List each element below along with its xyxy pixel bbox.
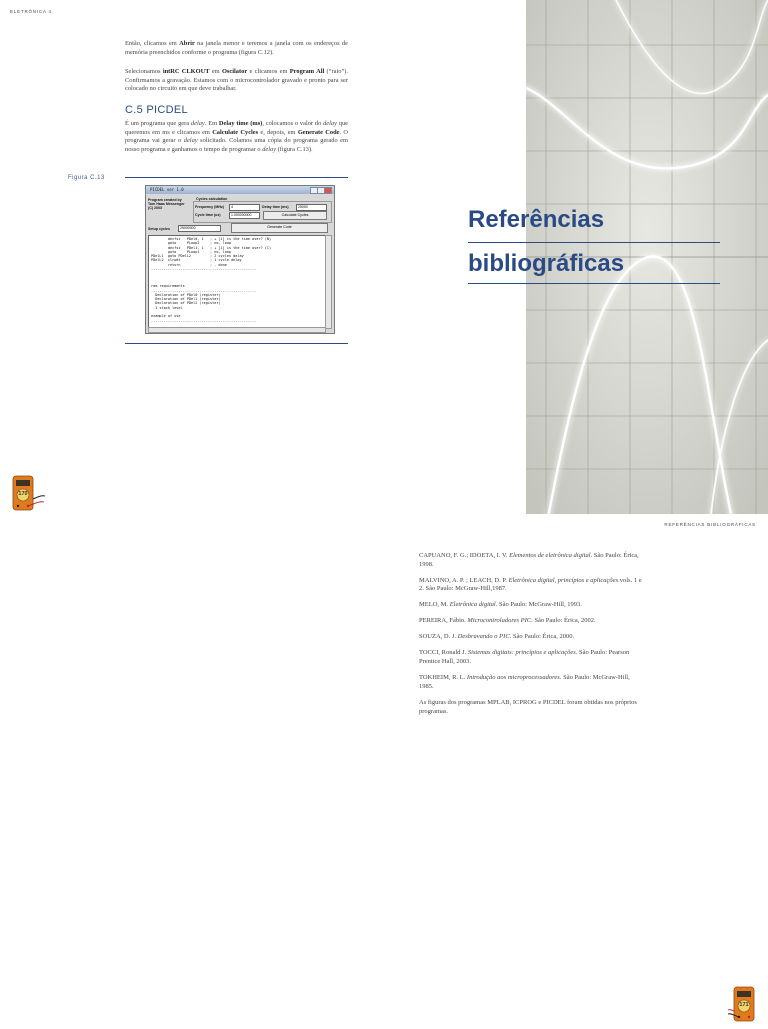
code-vertical-scrollbar[interactable] [325,235,332,329]
picdel-window [145,185,335,334]
setup-cycles-input[interactable]: 25000000 [178,225,221,232]
page-number-right: 171 [739,1002,749,1008]
generated-code-text: decfsz PDel0, 1 ; + [1] is the time over? (N) goto PLoop2 ; no, loop decfsz PDel1, 1 ; + [1] is the time over? (C) goto PLoop1 ; no, loop PDelL1 goto PDelL2 ; 2 cycles delay PDelL2 clrwdt ; 1 cycle delay return ; - done -------------------------------------------------- ram requirements -------------------------------------------------- Declaration of PDel0 (register) Declaration of PDel1 (register) Declaration of PDel2 (register) 1 stack level example of use -------------------------------------------------- [151,237,272,323]
setup-cycles-label: Setup cycles [148,227,170,231]
cycle-time-input[interactable]: 1.000000000 [229,212,260,219]
reference-entry: MALVINO, A. P. ; LEACH, D. P. Eletrônica digital, princípios e aplicações.vols. 1 e 2. São Paulo: McGraw-Hill,1987. [419,576,642,593]
cycle-time-label: Cycle time (us) [195,213,221,217]
references-title-line1: Referências [468,206,605,233]
figure-bottom-rule [125,343,348,344]
code-horizontal-scrollbar[interactable] [148,327,326,333]
reference-entry: PEREIRA, Fábio. Microcontroladores PIC. São Paulo: Érica, 2002. [419,617,596,625]
delay-input[interactable]: 25000 [296,204,327,211]
window-title-bar: PICDEL ver 1.0 [146,186,334,194]
close-icon[interactable] [324,187,332,194]
reference-note: As figuras dos programas MPLAB, ICPROG e PICDEL foram obtidas nos próprios programas. [419,698,637,715]
running-head-right: REFERÊNCIAS BIBLIOGRÁFICAS [664,522,756,527]
paragraph-picdel: É um programa que gera delay. Em Delay time (ms), colocamos o valor do delay que queremos em ms e clicamos em Calculate Cycles e, depois, em Generate Code. O programa vai gerar o delay solicitado. Colamos uma cópia do programa gerado em nosso programa e ganhamos o tempo de programar o delay (figura C.13). [125,120,348,153]
frequency-label: Frequency (MHz) [195,205,224,209]
references-title-line2: bibliográficas [468,250,625,277]
multimeter-page-icon-171 [728,986,764,1024]
reference-entry: TOCCI, Ronald J. Sistemas digitais: princípios e aplicações. São Paulo: Pearson Prentice Hall, 2003. [419,649,630,666]
title-rule-bottom [468,283,720,284]
reference-list [419,552,643,724]
cycles-group-label: Cycles calculation [196,197,228,201]
frequency-input[interactable]: 4 [229,204,260,211]
section-title: C.5 PICDEL [125,104,188,116]
paragraph-open: Então, clicamos em Abrir na janela menor e teremos a janela com os endereços de memória preenchidos conforme o programa (figura C.12). [125,40,348,56]
figure-label: Figura C.13 [68,175,105,181]
reference-entry: TOKHEIM, R. L. Introdução aos microprocessadores. São Paulo: McGraw-Hill, 1985. [419,674,630,690]
paragraph-program: Selecionamos intRC CLKOUT em Oscilator e clicamos em Program All (“raio”). Confirmamos a gravação. Estamos com o microcontrolador gravado e pronto para ser colocado no circuito em que deve trabalhar. [125,68,349,93]
calculate-cycles-button[interactable]: Calculate Cycles [263,211,327,220]
title-rule-top [468,242,720,243]
delay-label: Delay time (ms) [262,205,289,209]
multimeter-page-icon-170 [10,475,46,513]
generate-code-button[interactable]: Generate Code [231,223,328,233]
figure-top-rule [125,177,348,178]
multimeter-icon [10,475,46,513]
page-number-left: 170 [18,491,28,497]
running-head-left: ELETRÔNICA 4 [10,9,52,14]
reference-entry: MELO, M. Eletrônica digital. São Paulo: McGraw-Hill, 1993. [419,601,582,609]
created-by-text: Program created by Tom Haas Messenger (C) 2003 [148,198,185,211]
generated-code-area[interactable] [148,235,326,329]
reference-entry: CAPUANO, F. G.; IDOETA, I. V. Elementos de eletrônica digital. São Paulo: Érica, 1998. [419,552,639,568]
reference-entry: SOUZA, D. J. Desbravando o PIC. São Paulo: Érica, 2000. [419,633,575,641]
